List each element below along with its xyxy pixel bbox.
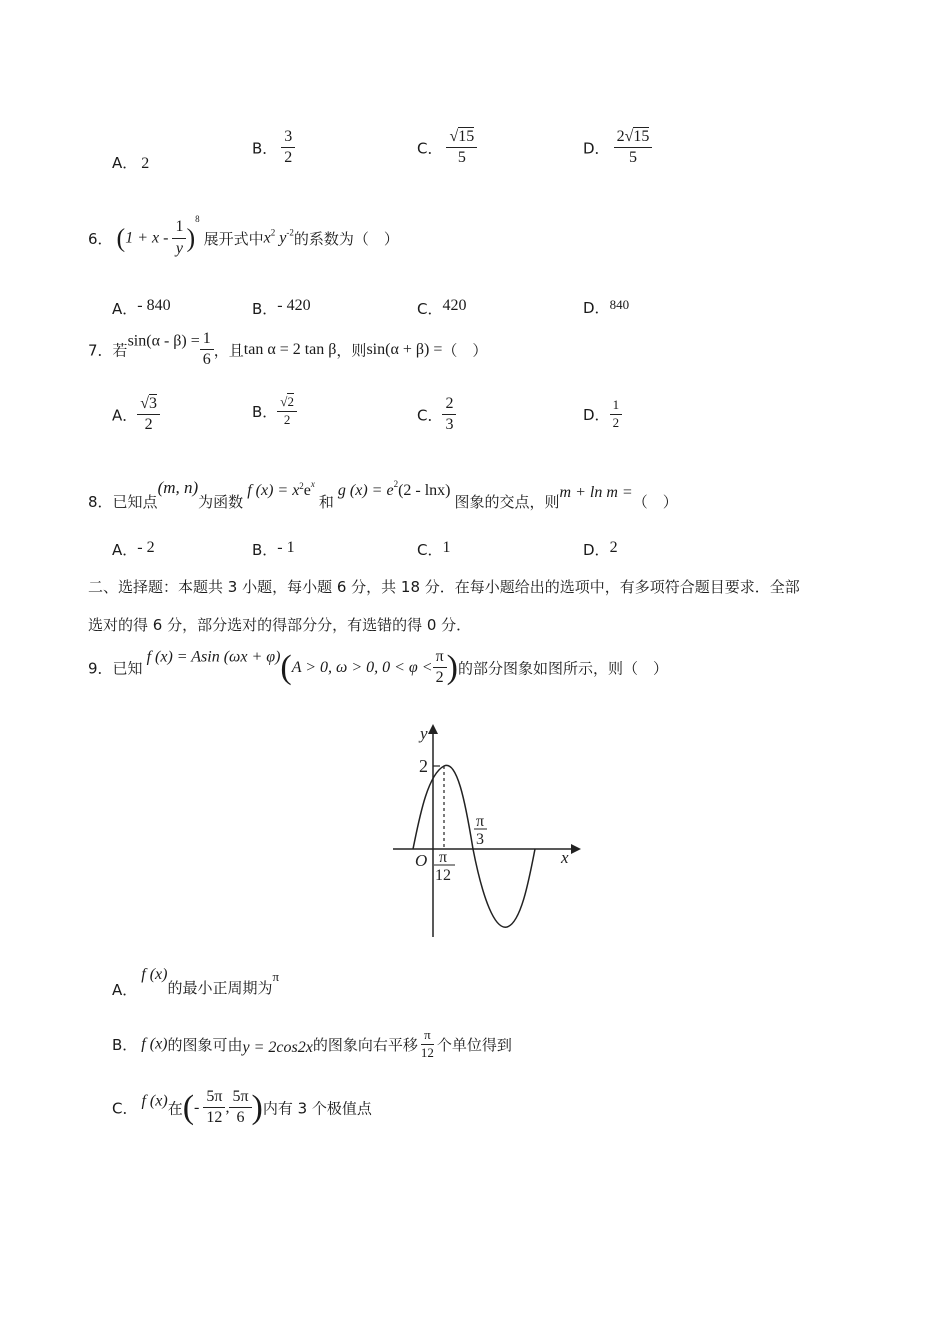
sine-curve: [413, 765, 535, 927]
q5-option-b: [252, 128, 295, 168]
q8-option-a: A．- 2: [112, 539, 155, 559]
y-axis-arrow: [428, 724, 438, 734]
section-2-heading-line1: 二、选择题：本题共 3 小题，每小题 6 分，共 18 分．在每小题给出的选项中，有多项符合题目要求．全部: [88, 578, 800, 596]
q8-option-d: D．2: [583, 539, 618, 559]
question-number: 6．: [88, 229, 113, 248]
origin-label: O: [415, 851, 428, 870]
y-axis-label: y: [420, 724, 428, 743]
option-label: D．: [583, 139, 610, 158]
tick-pi-12-num: π: [439, 849, 448, 866]
q8-option-b: B．- 1: [252, 539, 295, 559]
option-label: A．: [112, 154, 138, 172]
q6-option-d: D．840: [583, 297, 630, 317]
fraction: $\frac{2√15}{5}$: [614, 128, 653, 168]
q6-option-b: B．- 420: [252, 297, 311, 318]
q7-option-b: B． $\frac{√2}{2}$: [252, 395, 297, 428]
q7-option-d: D． $\frac{1}{2}$: [583, 398, 622, 431]
q8-option-c: C．1: [417, 539, 451, 559]
q7-option-c: C． $\frac{2}{3}$: [417, 395, 456, 435]
x-axis-label: x: [561, 848, 569, 867]
q9-option-a: A． f (x)的最小正周期为$^\pi$: [112, 966, 280, 999]
question-6: 6． (1 + x - $\frac{1}{y}$ )$^8$ 展开式中$x^2$ $y^{-2}$的系数为（ ）: [88, 214, 399, 257]
question-9: 9．已知 f (x) = Asin (ωx + φ)(A > 0, ω > 0, 0 < φ < $\frac{\pi}{2}$ )的部分图象如图所示，则（ ）: [88, 648, 668, 687]
option-label: C．: [417, 139, 443, 158]
fraction: $\frac{3}{2}$: [281, 128, 295, 168]
x-axis-arrow: [571, 844, 581, 854]
peak-value-label: 2: [419, 756, 428, 776]
q5-option-a: [112, 152, 149, 173]
tick-pi-3-den: 3: [476, 831, 484, 848]
q5-option-d: [583, 128, 652, 168]
fraction: $\frac{1}{y}$: [172, 218, 186, 258]
question-7: 7．若sin(α - β) = $\frac{1}{6}$ ，且tan α = 2 tan β，则sin(α + β) =（ ）: [88, 330, 488, 369]
option-value: 2: [141, 155, 150, 172]
section-2-heading-line2: 选对的得 6 分，部分选对的得部分分，有选错的得 0 分．: [88, 616, 472, 634]
q9-option-b: B． f (x)的图象可由y = 2cos2x的图象向右平移 $\frac{\pi}{12}$ 个单位得到: [112, 1027, 512, 1060]
q9-option-c: C． f (x)在(- $\frac{5\pi}{12}$ , $\frac{5\pi}{6}$ )内有 3 个极值点: [112, 1088, 372, 1127]
q6-option-c: C．420: [417, 297, 467, 318]
tick-pi-12-den: 12: [435, 867, 451, 884]
q6-option-a: A．- 840: [112, 297, 171, 318]
tick-pi-3-num: π: [476, 813, 485, 830]
q5-option-c: [417, 128, 477, 168]
option-label: B．: [252, 139, 278, 158]
q9-function-graph: [385, 720, 585, 945]
q7-option-a: A． $\frac{√3}{2}$: [112, 395, 160, 435]
question-8: 8．已知点(m, n)为函数 f $(x) = x^2e^x$ 和 g $(x) = e^2(2 - \ln x)$ 图象的交点，则m + ln m =（ ）: [88, 478, 678, 511]
fraction: $\frac{√15}{5}$: [446, 128, 477, 168]
